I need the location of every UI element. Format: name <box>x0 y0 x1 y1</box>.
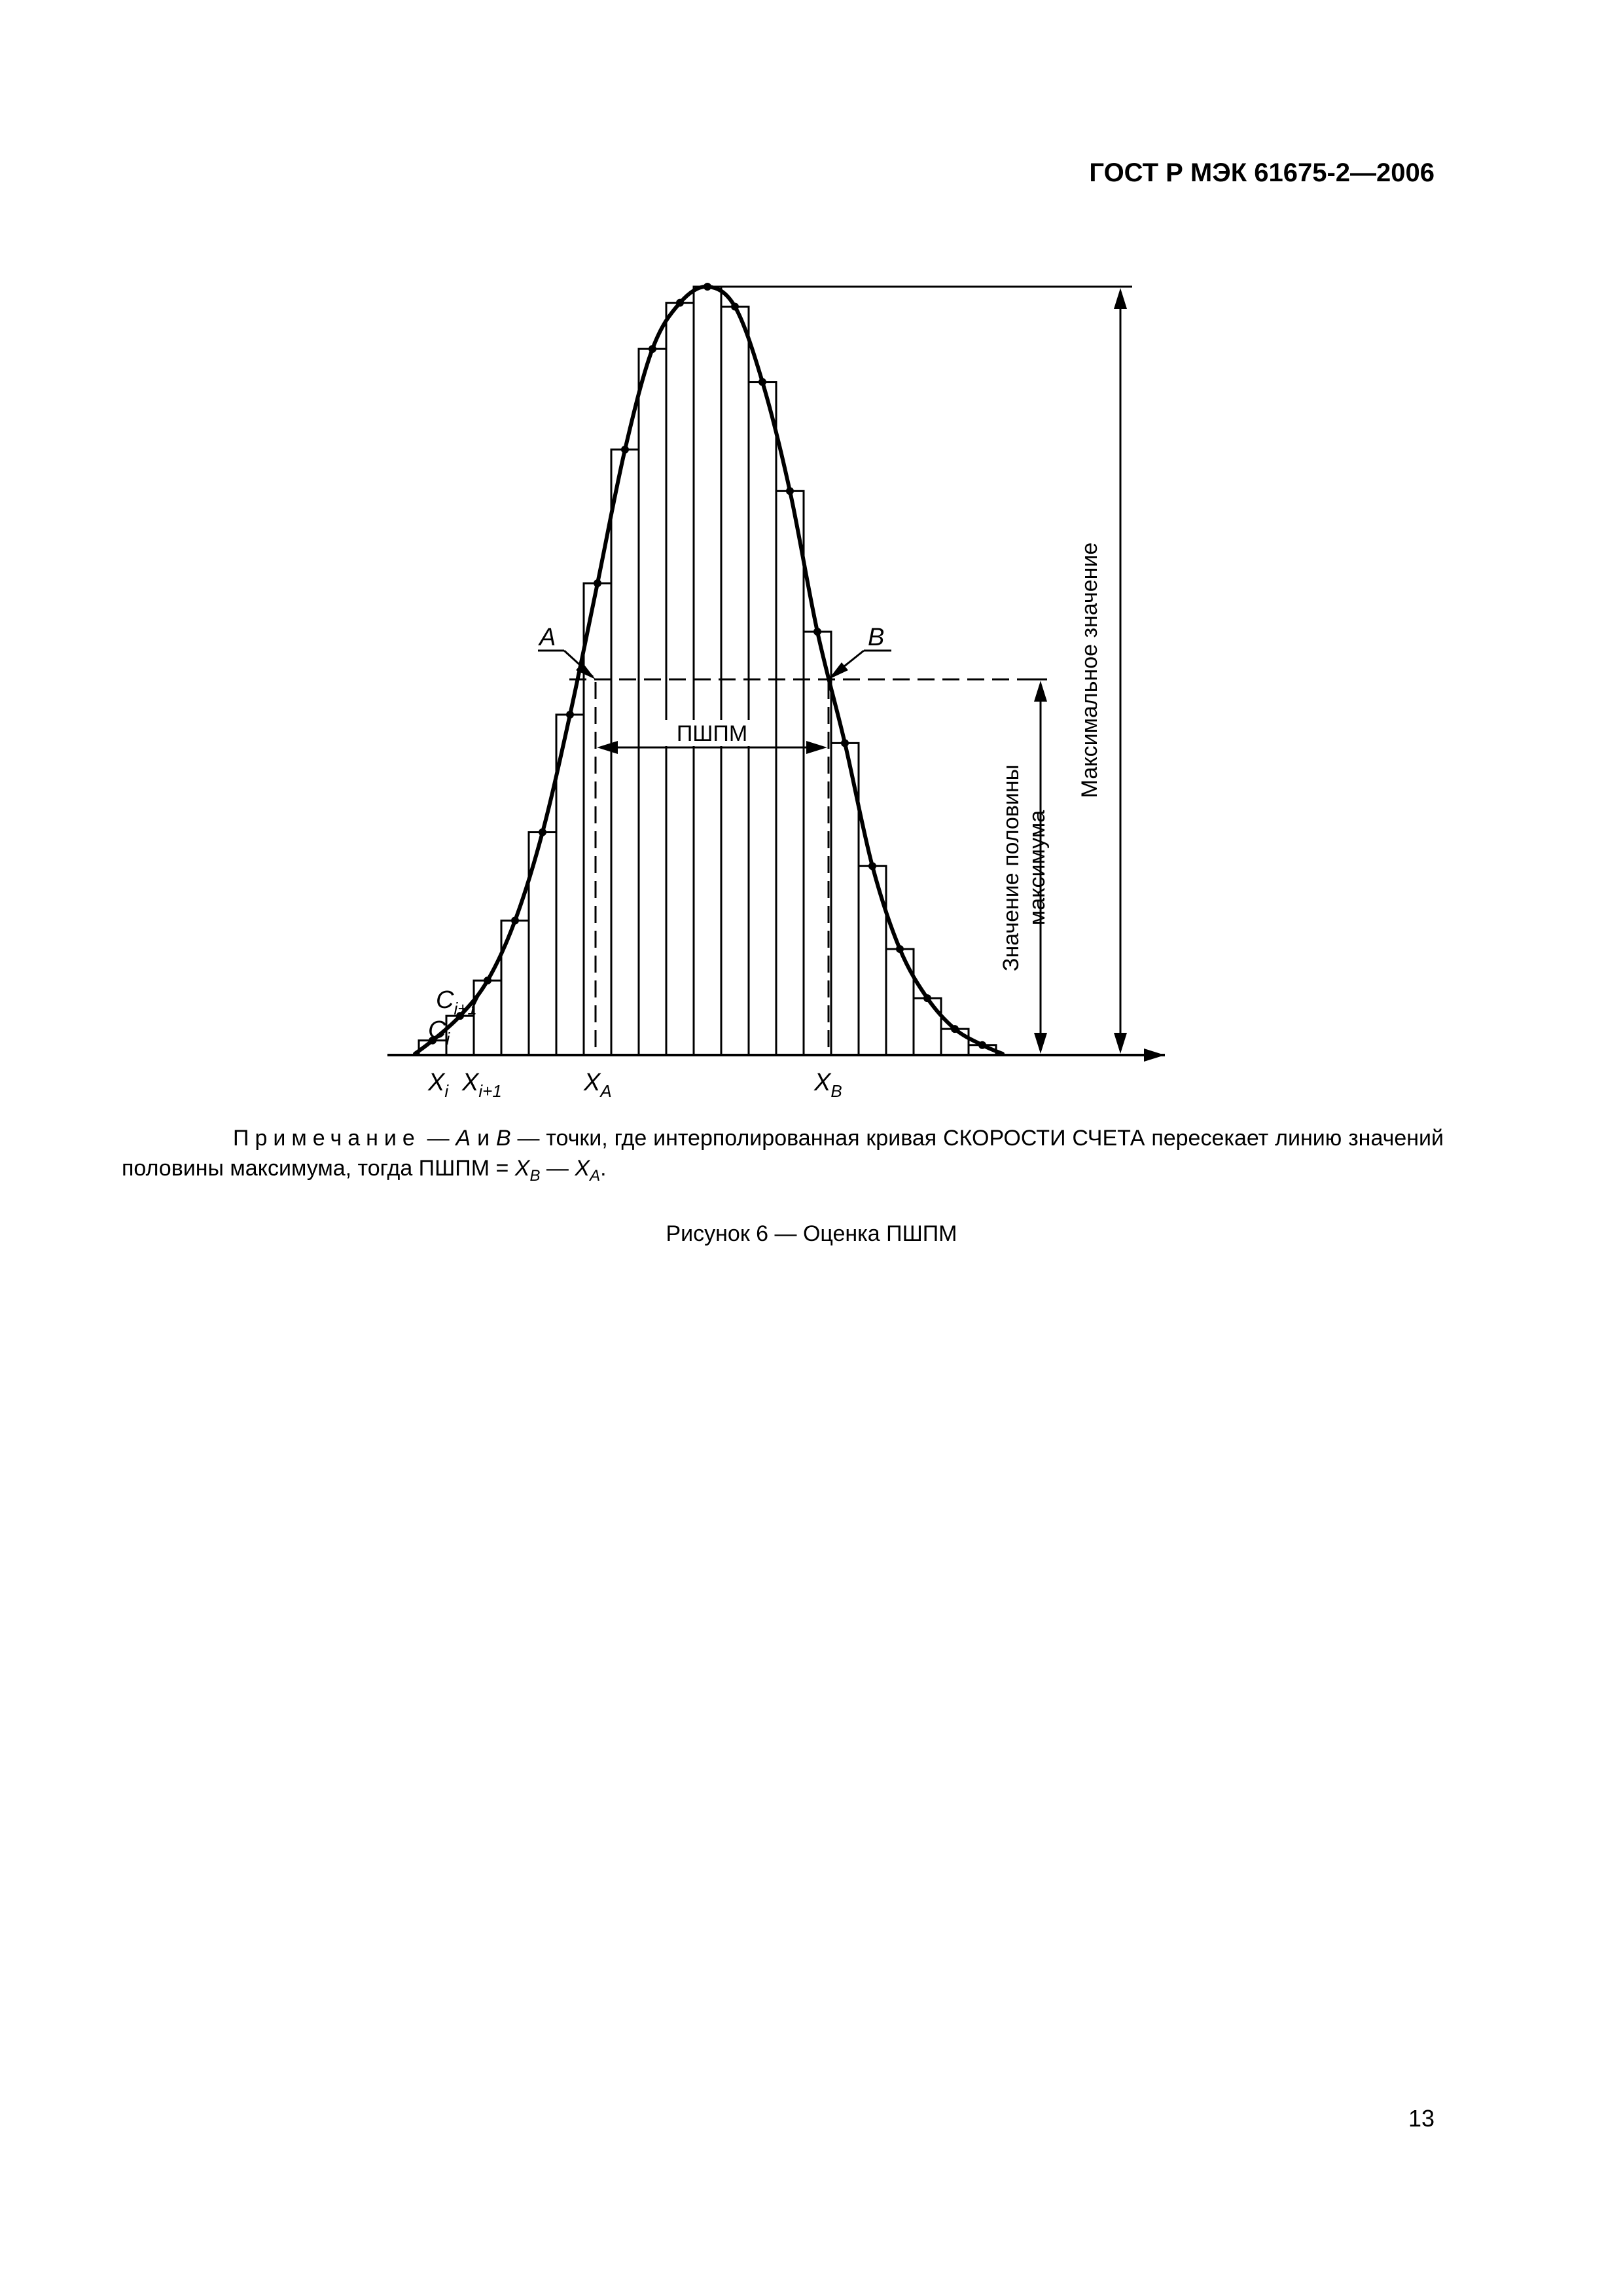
curve-point <box>649 345 656 353</box>
leader-lines <box>473 651 891 1008</box>
page-number: 13 <box>1408 2105 1435 2132</box>
curve-point <box>758 378 766 386</box>
curve-point <box>813 628 821 636</box>
label-xb-sub: B <box>830 1081 842 1101</box>
histogram-bin <box>474 980 501 1055</box>
fwhm-figure <box>0 0 1623 1113</box>
histogram-bin <box>721 307 749 1055</box>
label-point-a: A <box>539 624 556 651</box>
label-max-value: Максимальное значение <box>1077 542 1102 798</box>
label-half-max-line2: максимума <box>1025 810 1050 926</box>
histogram-bin <box>584 583 611 1055</box>
histogram-bin <box>776 491 804 1055</box>
curve-point <box>594 579 601 587</box>
curve-point <box>951 1025 959 1033</box>
label-xi1-sub: i+1 <box>478 1081 502 1101</box>
curve-point <box>786 487 794 495</box>
fwhm-arrow-left-icon <box>597 741 618 754</box>
x-axis-arrow-icon <box>1144 1049 1165 1062</box>
curve-point <box>896 945 904 953</box>
curve-point <box>978 1041 986 1049</box>
curve-point <box>566 711 574 719</box>
histogram-bin <box>446 1016 474 1055</box>
label-ci-sub: i <box>446 1029 450 1049</box>
label-xb: $X_B$ <box>814 1069 842 1101</box>
fwhm-arrow-right-icon <box>806 741 827 754</box>
label-ci: $C_i$ <box>428 1016 450 1049</box>
histogram-bin <box>886 949 914 1055</box>
curve-point <box>923 994 931 1002</box>
curve-point <box>868 862 876 870</box>
label-xi1: $X_{i+1}$ <box>462 1069 502 1101</box>
label-xa: $X_A$ <box>584 1069 612 1101</box>
curve-point <box>676 299 684 307</box>
histogram-bin <box>914 998 941 1055</box>
half-max-arrow-up-icon <box>1034 681 1047 702</box>
note-a: A <box>455 1126 471 1151</box>
label-xa-sub: A <box>600 1081 612 1101</box>
curve-points <box>429 283 986 1049</box>
note-prefix: Примечание <box>233 1126 421 1151</box>
histogram-bin <box>694 287 721 1055</box>
label-ci1-sub: i+1 <box>454 999 477 1018</box>
histogram-bin <box>749 382 776 1055</box>
label-fwhm: ПШПМ <box>676 721 748 746</box>
histogram-bin <box>639 349 666 1055</box>
label-xi-sub: i <box>444 1081 449 1101</box>
curve-point <box>539 829 546 836</box>
curve-point <box>731 303 739 311</box>
label-half-max-line1: Значение половины <box>999 764 1024 972</box>
figure-note: Примечание — A и B — точки, где интерполированная кривая СКОРОСТИ СЧЕТА пересекает линию значений половины максимума, тогда ПШПМ = $X_B$ — $X_A$. <box>122 1126 1444 1185</box>
note-text: — точки, где интерполированная кривая СКОРОСТИ СЧЕТА пересекает линию значений половины максимума, тогда ПШПМ = <box>122 1126 1444 1181</box>
label-xi: $X_i$ <box>428 1069 449 1101</box>
half-max-arrow-down-icon <box>1034 1033 1047 1054</box>
figure-caption: Рисунок 6 — Оценка ПШПМ <box>666 1221 957 1246</box>
fwhm-dashed-lines <box>474 679 1047 1055</box>
interpolated-curve <box>415 287 1003 1054</box>
label-ci1: $C_{i+1}$ <box>436 986 477 1018</box>
document-header: ГОСТ Р МЭК 61675-2—2006 <box>1089 158 1435 187</box>
curve-point <box>841 739 849 747</box>
histogram-bin <box>804 632 831 1055</box>
note-b: B <box>495 1126 511 1151</box>
curve-point <box>484 977 491 984</box>
max-arrow-up-icon <box>1114 288 1127 309</box>
curve-point <box>511 917 519 925</box>
label-point-b: B <box>868 624 885 651</box>
max-arrow-down-icon <box>1114 1033 1127 1054</box>
curve-point <box>621 446 629 454</box>
